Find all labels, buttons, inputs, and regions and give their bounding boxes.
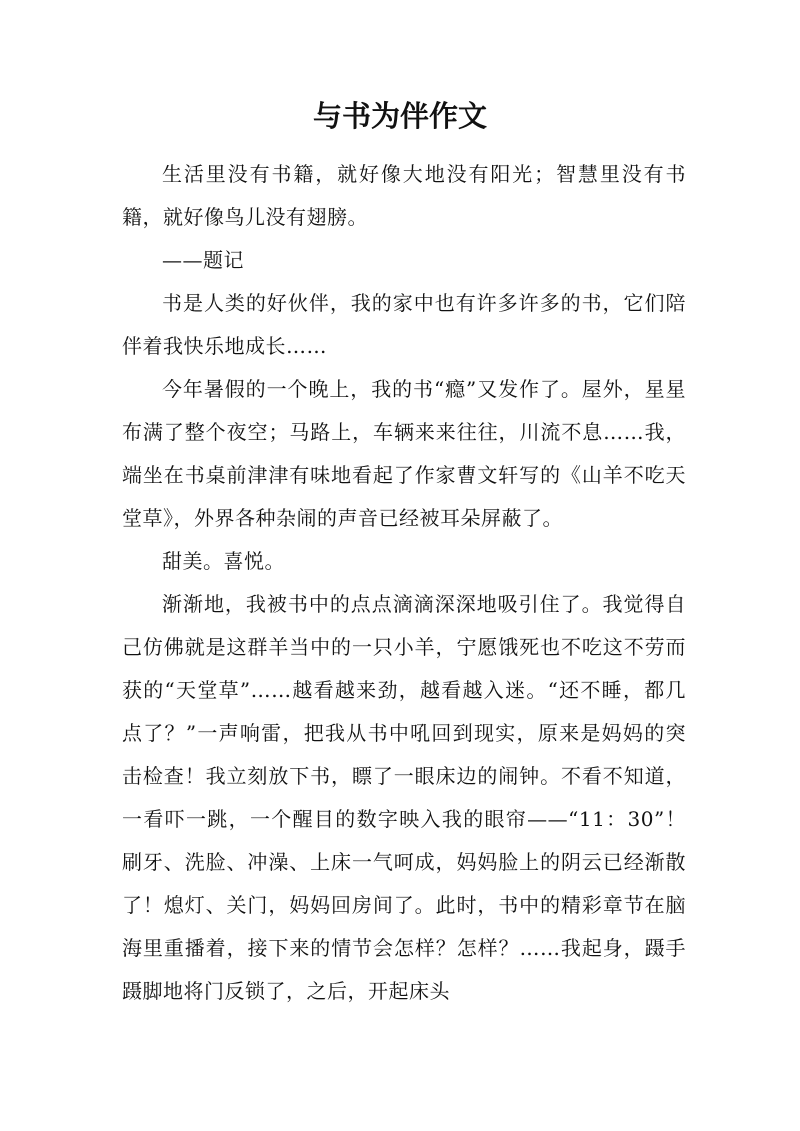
body-paragraph: 书是人类的好伙伴，我的家中也有许多许多的书，它们陪伴着我快乐地成长……: [122, 291, 686, 358]
essay-title: 与书为伴作文: [312, 99, 487, 133]
essay-body: [122, 153, 686, 1013]
epigraph-paragraph: 生活里没有书籍，就好像大地没有阳光；智慧里没有书籍，就好像鸟儿没有翅膀。: [122, 162, 686, 229]
epigraph-attribution: ——题记: [162, 248, 244, 272]
body-paragraph: 今年暑假的一个晚上，我的书“瘾”又发作了。屋外，星星布满了整个夜空；马路上，车辆来来往往，川流不息……我，端坐在书桌前津津有味地看起了作家曹文轩写的《山羊不吃天堂草》，外界各种杂闹的声音已经被耳朵屏蔽了。: [122, 377, 686, 530]
body-paragraph: 甜美。喜悦。: [162, 549, 285, 573]
body-paragraph: 渐渐地，我被书中的点点滴滴深深地吸引住了。我觉得自己仿佛就是这群羊当中的一只小羊，宁愿饿死也不吃这不劳而获的“天堂草”……越看越来劲，越看越入迷。“还不睡，都几点了？”一声响雷，把我从书中吼回到现实，原来是妈妈的突击检查！我立刻放下书，瞟了一眼床边的闹钟。不看不知道，一看吓一跳，一个醒目的数字映入我的眼帘——“11：30”！刷牙、洗脸、冲澡、上床一气呵成，妈妈脸上的阴云已经渐散了！熄灯、关门，妈妈回房间了。此时，书中的精彩章节在脑海里重播着，接下来的情节会怎样？怎样？……我起身，蹑手蹑脚地将门反锁了，之后，开起床头: [122, 592, 686, 1003]
